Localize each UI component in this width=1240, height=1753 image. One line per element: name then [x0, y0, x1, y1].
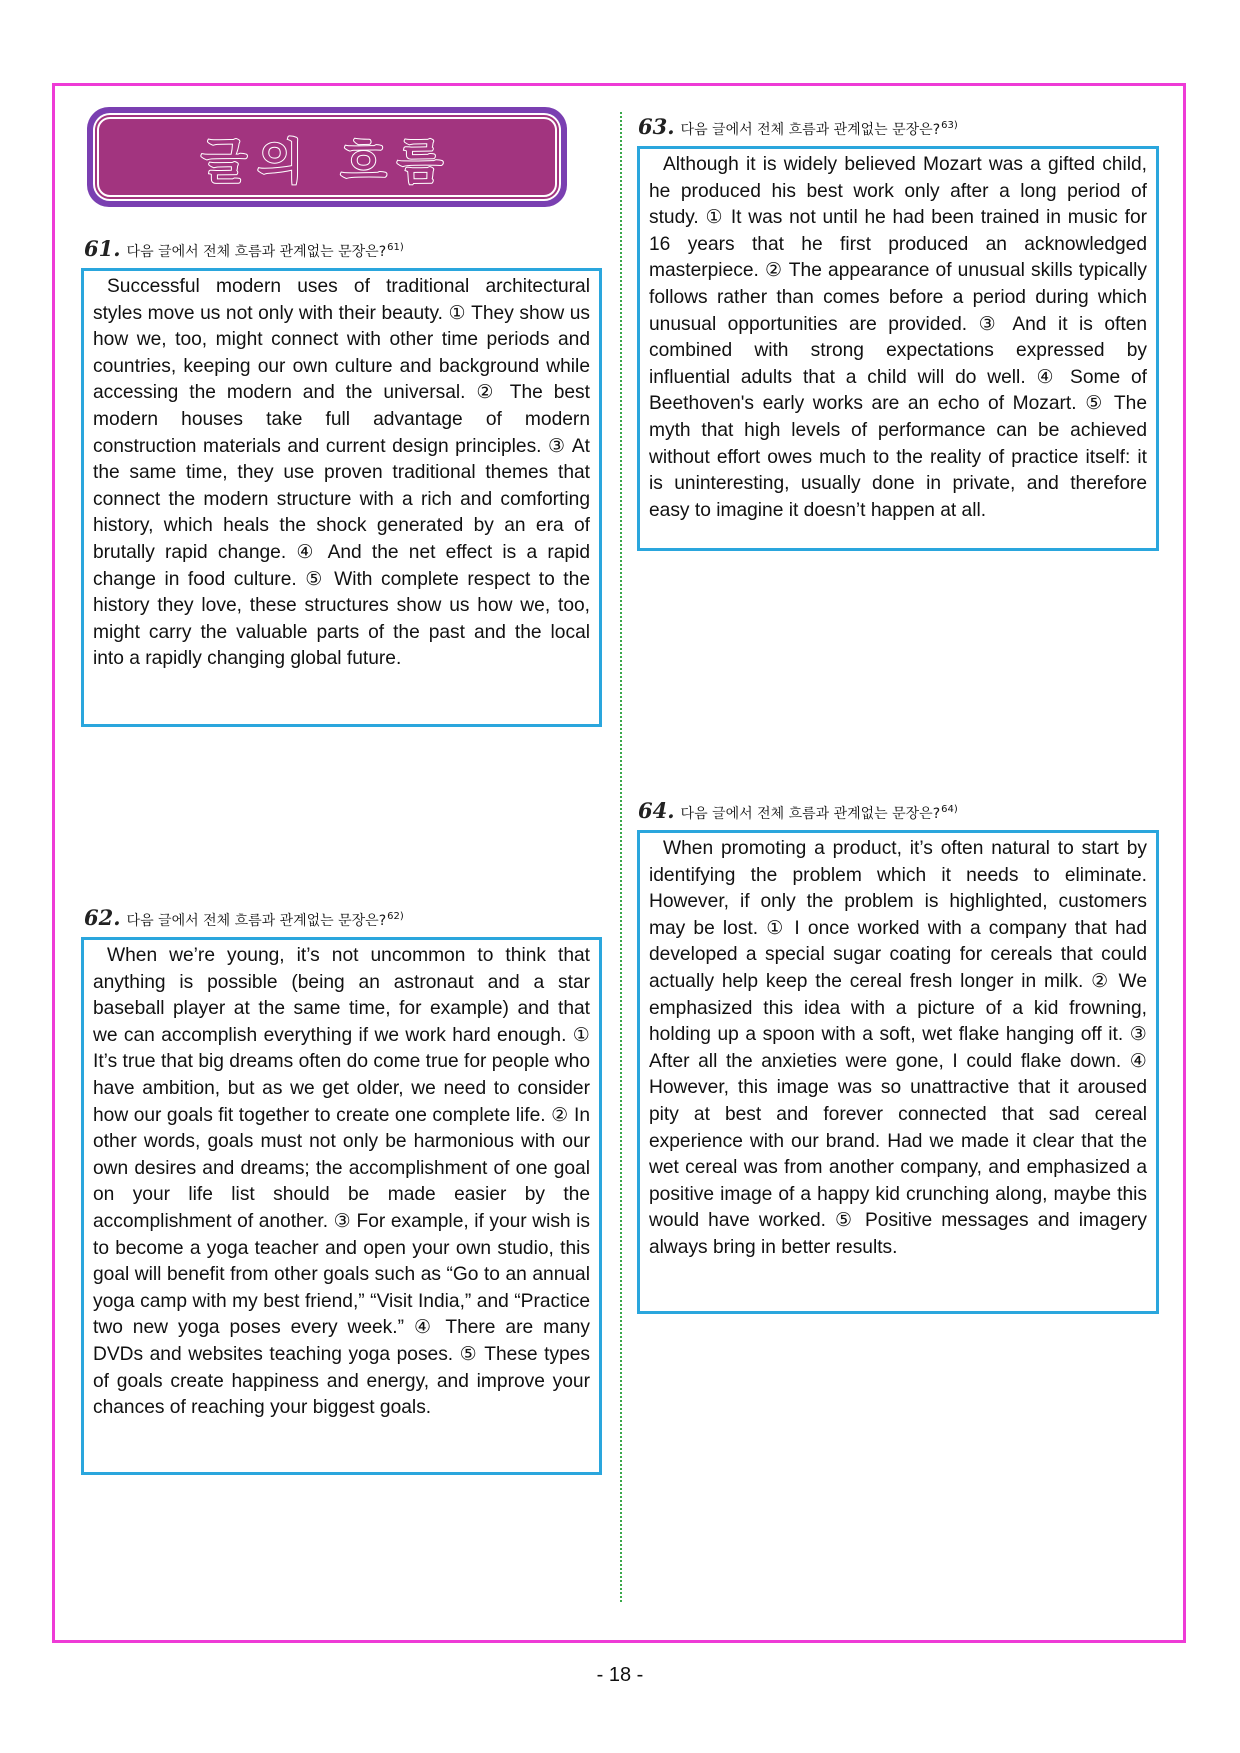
section-title: 글의 흐름 [200, 133, 454, 190]
question-number: 64. [638, 798, 675, 823]
question-64-header [638, 798, 958, 823]
question-63-header [638, 114, 958, 139]
question-64-passage: When promoting a product, it’s often natural to start by identifying the problem which it needs to eliminate. However, if only the problem is highlighted, customers may be lost. ① I once worked with a company that had developed a special sugar coating for cereals that could actually help keep the cereal fresh longer in milk. ② We emphasized this idea with a picture of a kid frowning, holding up a spoon with a soft, wet flake hanging off it. ③ After all the anxieties were gone, I could flake down. ④ However, this image was so unattractive that it aroused pity at best and forever connected that sad cereal experience with our brand. Had we made it clear that the wet cereal was from another company, and emphasized a positive image of a happy kid crunching along, maybe this would have worked. ⑤ Positive messages and imagery always bring in better results. [649, 838, 1147, 1258]
question-prompt: 다음 글에서 전체 흐름과 관계없는 문장은? [680, 806, 941, 822]
column-divider [620, 112, 622, 1602]
question-64-passage-box [637, 830, 1159, 1314]
question-62-passage: When we’re young, it’s not uncommon to think that anything is possible (being an astronaut and a star baseball player at the same time, for example) and that we can accomplish everything if we work hard enough. ① It’s true that big dreams often do come true for people who have ambition, but as we get older, we need to consider how our goals fit together to create one complete life. ② In other words, goals must not only be harmonious with our own desires and dreams; the accomplishment of one goal on your life list should be made easier by the accomplishment of another. ③ For example, if your wish is to become a yoga teacher and open your own studio, this goal will benefit from other goals such as “Go to an annual yoga camp with my best friend,” “Visit India,” and “Practice two new yoga poses every week.” ④ There are many DVDs and websites teaching yoga poses. ⑤ These types of goals create happiness and energy, and improve your chances of reaching your biggest goals. [93, 945, 590, 1419]
question-61-header [84, 236, 404, 261]
question-62-passage-box [81, 937, 602, 1475]
footnote-marker: 61) [387, 242, 404, 253]
question-number: 61. [84, 236, 121, 261]
section-title-banner [87, 107, 567, 207]
question-61-passage-box [81, 268, 602, 727]
question-number: 62. [84, 905, 121, 930]
question-number: 63. [638, 114, 675, 139]
footnote-marker: 62) [387, 911, 404, 922]
footnote-marker: 64) [941, 804, 958, 815]
question-prompt: 다음 글에서 전체 흐름과 관계없는 문장은? [126, 244, 387, 260]
question-prompt: 다음 글에서 전체 흐름과 관계없는 문장은? [680, 122, 941, 138]
question-61-passage: Successful modern uses of traditional architectural styles move us not only with their beauty. ① They show us how we, too, might connect with other time periods and countries, keeping our own culture and background while accessing the modern and the universal. ② The best modern houses take full advantage of modern construction materials and current design principles. ③ At the same time, they use proven traditional themes that connect the modern structure with a rich and comforting history, which heals the shock generated by an era of brutally rapid change. ④ And the net effect is a rapid change in food culture. ⑤ With complete respect to the history they love, these structures show us how we, too, might carry the valuable parts of the past and the local into a rapidly changing global future. [93, 276, 590, 670]
page-number: - 18 - [596, 1664, 644, 1686]
question-63-passage: Although it is widely believed Mozart was a gifted child, he produced his best work only after a long period of study. ① It was not until he had been trained in music for 16 years that he first produced an acknowledged masterpiece. ② The appearance of unusual skills typically follows rather than comes before a period during which unusual opportunities are provided. ③ And it is often combined with strong expectations expressed by influential adults that a child will do well. ④ Some of Beethoven's early works are an echo of Mozart. ⑤ The myth that high levels of performance can be achieved without effort owes much to the reality of practice itself: it is uninteresting, usually done in private, and therefore easy to imagine it doesn’t happen at all. [649, 154, 1147, 521]
question-prompt: 다음 글에서 전체 흐름과 관계없는 문장은? [126, 913, 387, 929]
question-63-passage-box [637, 146, 1159, 551]
question-62-header [84, 905, 404, 930]
footnote-marker: 63) [941, 120, 958, 131]
